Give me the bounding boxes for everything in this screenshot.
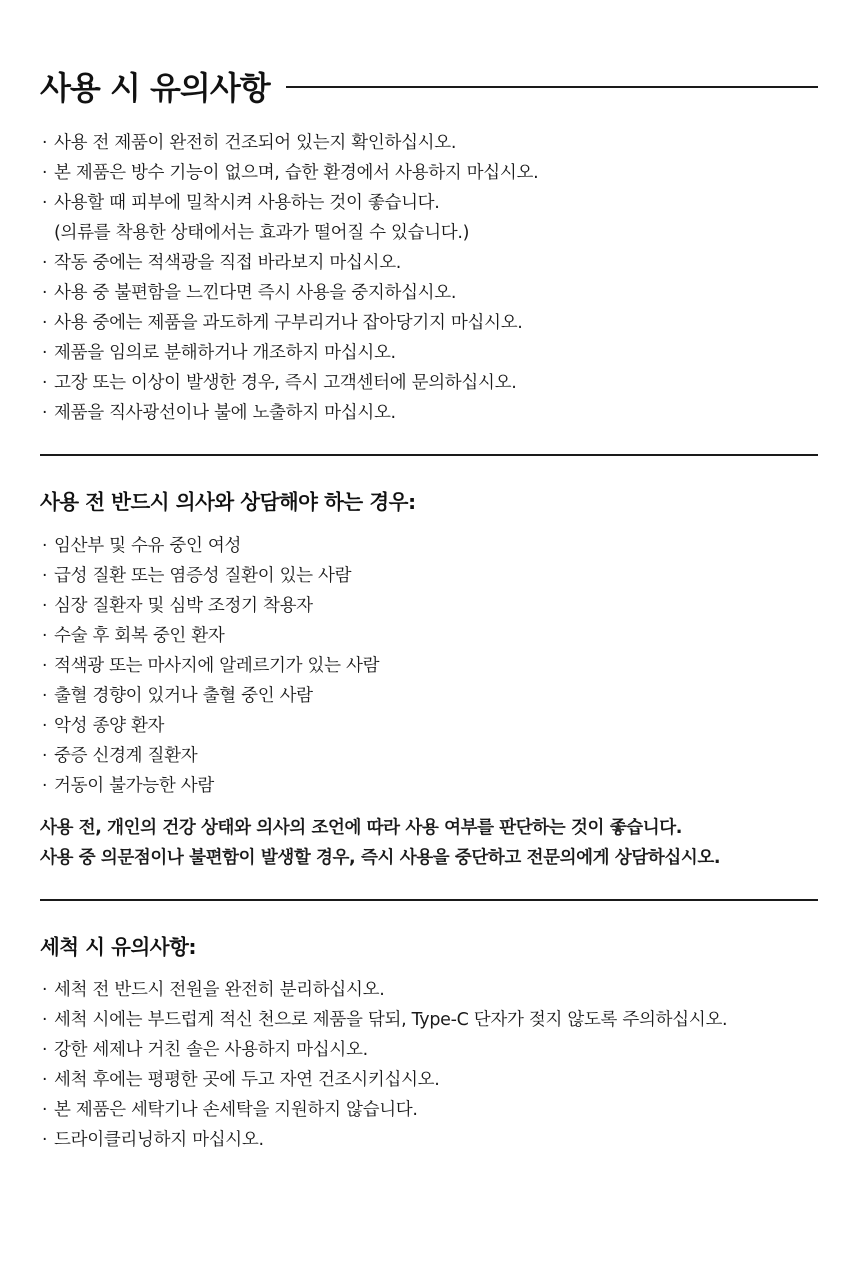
consult-doctor-heading: 사용 전 반드시 의사와 상담해야 하는 경우: bbox=[40, 490, 416, 514]
bullet-icon: · bbox=[42, 776, 48, 796]
list-item: · 출혈 경향이 있거나 출혈 중인 사람 bbox=[40, 681, 818, 711]
page-title: 사용 시 유의사항 bbox=[40, 69, 270, 107]
consult-notes bbox=[40, 813, 818, 873]
title-rule bbox=[286, 86, 818, 88]
bullet-icon: · bbox=[42, 133, 48, 153]
list-item: · 강한 세제나 거친 솔은 사용하지 마십시오. bbox=[40, 1035, 818, 1065]
list-item: · 세척 후에는 평평한 곳에 두고 자연 건조시키십시오. bbox=[40, 1065, 818, 1095]
bullet-icon: · bbox=[42, 746, 48, 766]
bullet-icon: · bbox=[42, 193, 48, 213]
list-item: · 임산부 및 수유 중인 여성 bbox=[40, 531, 818, 561]
list-item: · 사용 전 제품이 완전히 건조되어 있는지 확인하십시오. bbox=[40, 128, 818, 158]
list-item: · 중증 신경계 질환자 bbox=[40, 741, 818, 771]
list-item: · 본 제품은 세탁기나 손세탁을 지원하지 않습니다. bbox=[40, 1095, 818, 1125]
bullet-icon: · bbox=[42, 596, 48, 616]
list-item: · 사용할 때 피부에 밀착시켜 사용하는 것이 좋습니다. (의류를 착용한 상태에서는 효과가 떨어질 수 있습니다.) bbox=[40, 188, 818, 248]
list-item: · 작동 중에는 적색광을 직접 바라보지 마십시오. bbox=[40, 248, 818, 278]
bullet-icon: · bbox=[42, 536, 48, 556]
bullet-icon: · bbox=[42, 1070, 48, 1090]
list-item: · 세척 전 반드시 전원을 완전히 분리하십시오. bbox=[40, 975, 818, 1005]
bullet-icon: · bbox=[42, 313, 48, 333]
bullet-icon: · bbox=[42, 1040, 48, 1060]
list-item: · 제품을 직사광선이나 불에 노출하지 마십시오. bbox=[40, 398, 818, 428]
usage-precautions-header bbox=[40, 62, 818, 110]
bullet-icon: · bbox=[42, 283, 48, 303]
bullet-icon: · bbox=[42, 1130, 48, 1150]
bullet-icon: · bbox=[42, 980, 48, 1000]
list-item: · 제품을 임의로 분해하거나 개조하지 마십시오. bbox=[40, 338, 818, 368]
bullet-icon: · bbox=[42, 253, 48, 273]
note-line: 사용 전, 개인의 건강 상태와 의사의 조언에 따라 사용 여부를 판단하는 것이 좋습니다. bbox=[40, 818, 682, 838]
list-item: · 거동이 불가능한 사람 bbox=[40, 771, 818, 801]
list-item: · 악성 종양 환자 bbox=[40, 711, 818, 741]
bullet-icon: · bbox=[42, 656, 48, 676]
list-item: · 수술 후 회복 중인 환자 bbox=[40, 621, 818, 651]
bullet-icon: · bbox=[42, 403, 48, 423]
list-item: · 심장 질환자 및 심박 조정기 착용자 bbox=[40, 591, 818, 621]
list-item-subnote: (의류를 착용한 상태에서는 효과가 떨어질 수 있습니다.) bbox=[54, 223, 470, 243]
section-divider bbox=[40, 899, 818, 901]
bullet-icon: · bbox=[42, 1010, 48, 1030]
bullet-icon: · bbox=[42, 716, 48, 736]
list-item: · 적색광 또는 마사지에 알레르기가 있는 사람 bbox=[40, 651, 818, 681]
bullet-icon: · bbox=[42, 566, 48, 586]
usage-precautions-list bbox=[40, 128, 818, 428]
bullet-icon: · bbox=[42, 686, 48, 706]
section-divider bbox=[40, 454, 818, 456]
note-line: 사용 중 의문점이나 불편함이 발생할 경우, 즉시 사용을 중단하고 전문의에게 상담하십시오. bbox=[40, 848, 721, 868]
bullet-icon: · bbox=[42, 626, 48, 646]
list-item: · 세척 시에는 부드럽게 적신 천으로 제품을 닦되, Type-C 단자가 젖지 않도록 주의하십시오. bbox=[40, 1005, 818, 1035]
bullet-icon: · bbox=[42, 373, 48, 393]
list-item: · 사용 중 불편함을 느낀다면 즉시 사용을 중지하십시오. bbox=[40, 278, 818, 308]
cleaning-heading: 세척 시 유의사항: bbox=[40, 935, 197, 959]
consult-doctor-list bbox=[40, 531, 818, 801]
list-item: · 드라이클리닝하지 마십시오. bbox=[40, 1125, 818, 1155]
list-item: · 사용 중에는 제품을 과도하게 구부리거나 잡아당기지 마십시오. bbox=[40, 308, 818, 338]
cleaning-list bbox=[40, 975, 818, 1155]
bullet-icon: · bbox=[42, 343, 48, 363]
bullet-icon: · bbox=[42, 163, 48, 183]
list-item: · 본 제품은 방수 기능이 없으며, 습한 환경에서 사용하지 마십시오. bbox=[40, 158, 818, 188]
list-item: · 고장 또는 이상이 발생한 경우, 즉시 고객센터에 문의하십시오. bbox=[40, 368, 818, 398]
list-item: · 급성 질환 또는 염증성 질환이 있는 사람 bbox=[40, 561, 818, 591]
bullet-icon: · bbox=[42, 1100, 48, 1120]
